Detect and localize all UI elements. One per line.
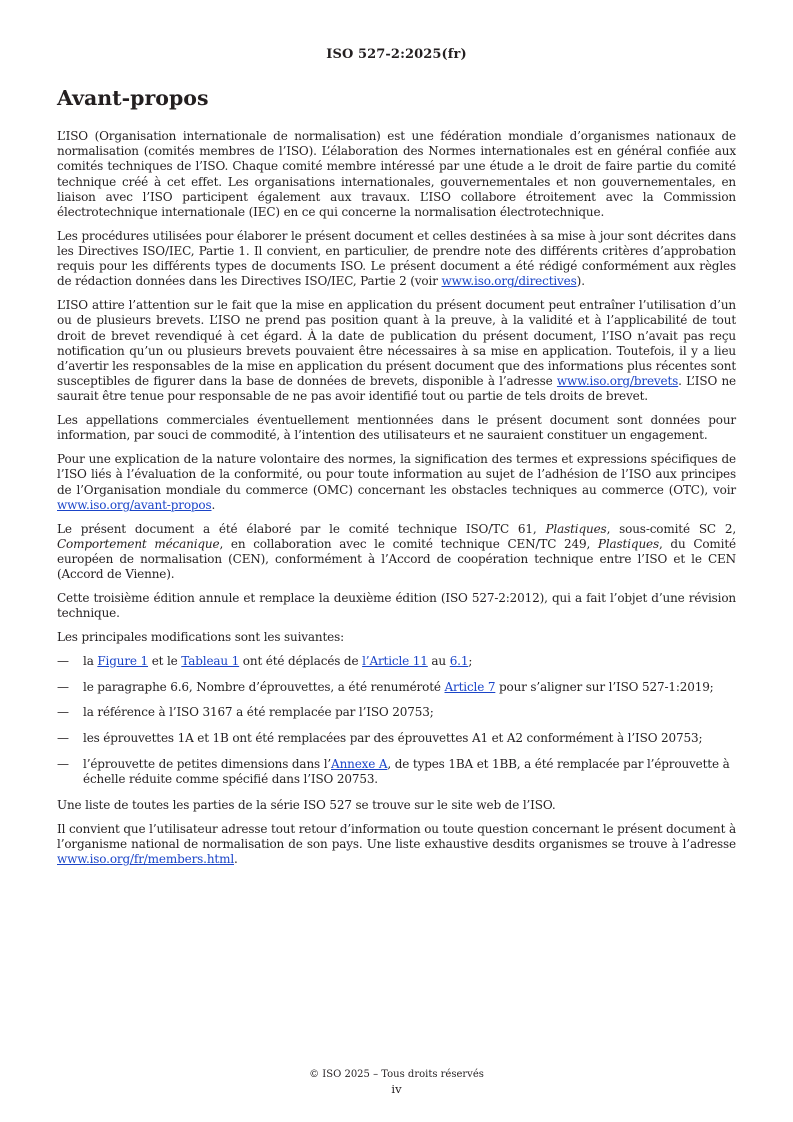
list-dash: —	[57, 757, 69, 772]
figure-1-link[interactable]: Figure 1	[97, 653, 149, 668]
patents-link[interactable]: www.iso.org/brevets	[556, 374, 679, 389]
paragraph-patents: L’ISO attire l’attention sur le fait que la mise en application du présent document peut entraîner l’utilisation d’un ou de plusieurs brevets. L’ISO ne prend pas position quant à la preuve, à la validité et à l’applicabilité de tout droit de brevet revendiqué à cet égard. À la date de publication du présent document, l’ISO n’avait pas reçu notification qu’un ou plusieurs brevets pouvaient être nécessaires à sa mise en application. Toutefois, il y a lieu d’avertir les responsables de la mise en application du présent document que des informations plus récentes sont susceptibles de figurer dans la base de données de brevets, disponible à l’adresse www.iso.org/brevets. L’ISO ne saurait être tenue pour responsable de ne pas avoir identifié tout ou partie de tels droits de brevet.	[57, 298, 737, 404]
list-item: — la Figure 1 et le Tableau 1 ont été déplacés de l’Article 11 au 6.1;	[57, 653, 473, 668]
list-dash: —	[57, 679, 69, 694]
paragraph-series-list: Une liste de toutes les parties de la série ISO 527 se trouve sur le site web de l’ISO.	[57, 798, 556, 813]
foreword-body	[57, 129, 736, 876]
list-dash: —	[57, 653, 69, 668]
paragraph-edition: Cette troisième édition annule et remplace la deuxième édition (ISO 527-2:2012), qui a fait l’objet d’une révision technique.	[57, 591, 736, 621]
paragraph-committee: Le présent document a été élaboré par le comité technique ISO/TC 61, Plastiques, sous-comité SC 2, Comportement mécanique, en collaboration avec le comité technique CEN/TC 249, Plastiques, du Comité européen de normalisation (CEN), conformément à l’Accord de coopération technique entre l’ISO et le CEN (Accord de Vienne).	[57, 521, 737, 582]
clause-6-1-link[interactable]: 6.1	[449, 653, 469, 668]
paragraph-voluntary-nature: Pour une explication de la nature volontaire des normes, la signification des termes et expressions spécifiques de l’ISO liés à l’évaluation de la conformité, ou pour toute information au sujet de l’adhésion de l’ISO aux principes de l’Organisation mondiale du commerce (OMC) concernant les obstacles techniques au commerce (OTC), voir www.iso.org/avant-propos.	[57, 452, 736, 512]
directives-link[interactable]: www.iso.org/directives	[441, 274, 577, 289]
table-1-link[interactable]: Tableau 1	[181, 653, 240, 668]
article-11-link[interactable]: l’Article 11	[362, 653, 428, 668]
document-id-header: ISO 527-2:2025(fr)	[326, 47, 467, 62]
list-item: — le paragraphe 6.6, Nombre d’éprouvettes, a été renuméroté Article 7 pour s’aligner sur l’ISO 527-1:2019;	[57, 679, 714, 694]
members-link[interactable]: www.iso.org/fr/members.html	[57, 852, 235, 867]
page-number: iv	[391, 1082, 402, 1096]
paragraph-trade-names: Les appellations commerciales éventuellement mentionnées dans le présent document sont données pour information, par souci de commodité, à l’intention des utilisateurs et ne sauraient constituer un engagement.	[57, 413, 736, 443]
annex-a-link[interactable]: Annexe A	[331, 757, 388, 772]
list-dash: —	[57, 705, 69, 720]
paragraph-directives: Les procédures utilisées pour élaborer le présent document et celles destinées à sa mise à jour sont décrites dans les Directives ISO/IEC, Partie 1. Il convient, en particulier, de prendre note des différents critères d’approbation requis pour les différents types de documents ISO. Le présent document a été rédigé conformément aux règles de rédaction données dans les Directives ISO/IEC, Partie 2 (voir www.iso.org/directives).	[57, 228, 736, 289]
list-item: — les éprouvettes 1A et 1B ont été remplacées par des éprouvettes A1 et A2 conformément à l’ISO 20753;	[57, 731, 703, 746]
paragraph-iso-intro: L’ISO (Organisation internationale de normalisation) est une fédération mondiale d’organismes nationaux de normalisation (comités membres de l’ISO). L’élaboration des Normes internationales est en général confiée aux comités techniques de l’ISO. Chaque comité membre intéressé par une étude a le droit de faire partie du comité technique créé à cet effet. Les organisations internationales, gouvernementales et non gouvernementales, en liaison avec l’ISO participent également aux travaux. L’ISO collabore étroitement avec la Commission électrotechnique internationale (IEC) en ce qui concerne la normalisation électrotechnique.	[57, 129, 736, 220]
paragraph-feedback: Il convient que l’utilisateur adresse tout retour d’information ou toute question concernant le présent document à l’organisme national de normalisation de son pays. Une liste exhaustive desdits organismes se trouve à l’adresse www.iso.org/fr/members.html.	[57, 821, 736, 867]
article-7-link[interactable]: Article 7	[444, 679, 496, 694]
paragraph-changes-intro: Les principales modifications sont les suivantes:	[57, 630, 345, 645]
page-title: Avant-propos	[57, 86, 209, 110]
copyright-notice: © ISO 2025 – Tous droits réservés	[309, 1069, 484, 1080]
list-item: — la référence à l’ISO 3167 a été remplacée par l’ISO 20753;	[57, 705, 434, 720]
list-dash: —	[57, 731, 69, 746]
foreword-link[interactable]: www.iso.org/avant-propos	[57, 497, 212, 512]
page-footer	[0, 1067, 793, 1097]
list-item: — l’éprouvette de petites dimensions dans l’Annexe A, de types 1BA et 1BB, a été remplacée par l’éprouvette à échelle réduite comme spécifié dans l’ISO 20753.	[57, 757, 730, 787]
changes-list	[57, 654, 736, 788]
